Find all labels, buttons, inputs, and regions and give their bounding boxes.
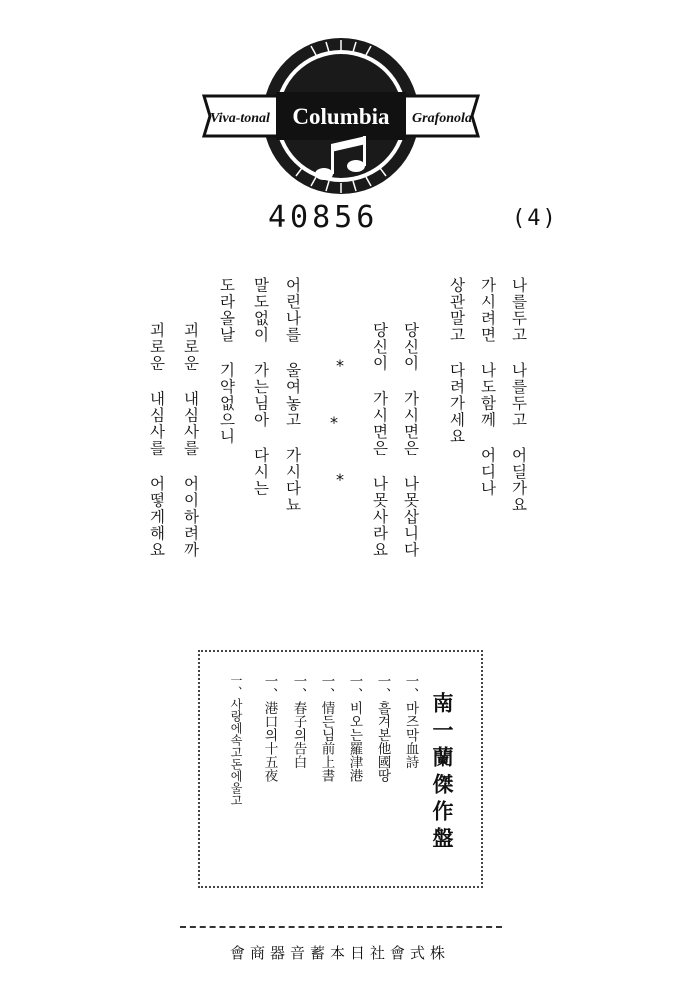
song-item <box>262 674 276 782</box>
record-number: 40856 <box>268 200 379 235</box>
song-item <box>347 674 361 782</box>
song-item <box>291 674 305 769</box>
bullet: 一 <box>374 674 391 688</box>
separator-star: * <box>336 356 344 375</box>
lyric-line: 당신이 가시면은 나못사라요 <box>370 322 389 558</box>
bullet: 一 <box>290 674 307 688</box>
lyric-line: 말도없이 가는님아 다시는 <box>251 277 270 497</box>
separator-star: * <box>336 470 344 489</box>
footer-divider <box>180 926 502 928</box>
bullet: 一 <box>402 674 419 688</box>
song-title: 、사랑에속고돈에울고 <box>229 686 243 806</box>
song-item <box>375 674 389 782</box>
separator-star: * <box>330 413 338 432</box>
lyric-line: 괴로운 내심사를 어이하려까 <box>181 322 200 558</box>
bullet: 一 <box>318 674 335 688</box>
song-title: 、흘겨본他國땅 <box>374 687 391 782</box>
lyric-line: 가시려면 나도함께 어디나 <box>478 277 497 497</box>
logo-right-text: Grafonola <box>412 111 472 126</box>
song-item <box>230 674 242 806</box>
song-title: 、비오는羅津港 <box>346 687 363 782</box>
song-title: 、春子의告白 <box>290 687 307 769</box>
bullet: 一 <box>346 674 363 688</box>
columbia-logo <box>196 36 486 196</box>
lyric-line: 당신이 가시면은 나못삽니다 <box>401 322 420 558</box>
catalog-title: 南一蘭傑作盤 <box>430 692 455 854</box>
lyric-line: 나를두고 나를두고 어딜가요 <box>509 277 528 513</box>
song-item <box>319 674 333 782</box>
song-item <box>403 674 417 769</box>
logo-left-text: Viva-tonal <box>210 111 270 126</box>
logo-brand-text: Columbia <box>292 104 390 129</box>
side-number: (4) <box>512 206 558 231</box>
song-title: 、情든님前上書 <box>318 687 335 782</box>
lyric-line: 어린나를 울여놓고 가시다뇨 <box>283 277 302 513</box>
bullet: 一 <box>229 674 243 686</box>
catalog-box <box>198 650 483 888</box>
lyric-line: 상관말고 다려가세요 <box>447 277 466 445</box>
song-title: 、港口의十五夜 <box>261 687 278 782</box>
song-title: 、마즈막血詩 <box>402 687 419 769</box>
bullet: 一 <box>261 674 278 688</box>
lyric-line: 도라올날 기약없으니 <box>217 277 236 445</box>
lyric-line: 괴로운 내심사를 어떻게해요 <box>147 322 166 558</box>
company-name: 會商器音蓄本日社會式株 <box>229 944 450 962</box>
